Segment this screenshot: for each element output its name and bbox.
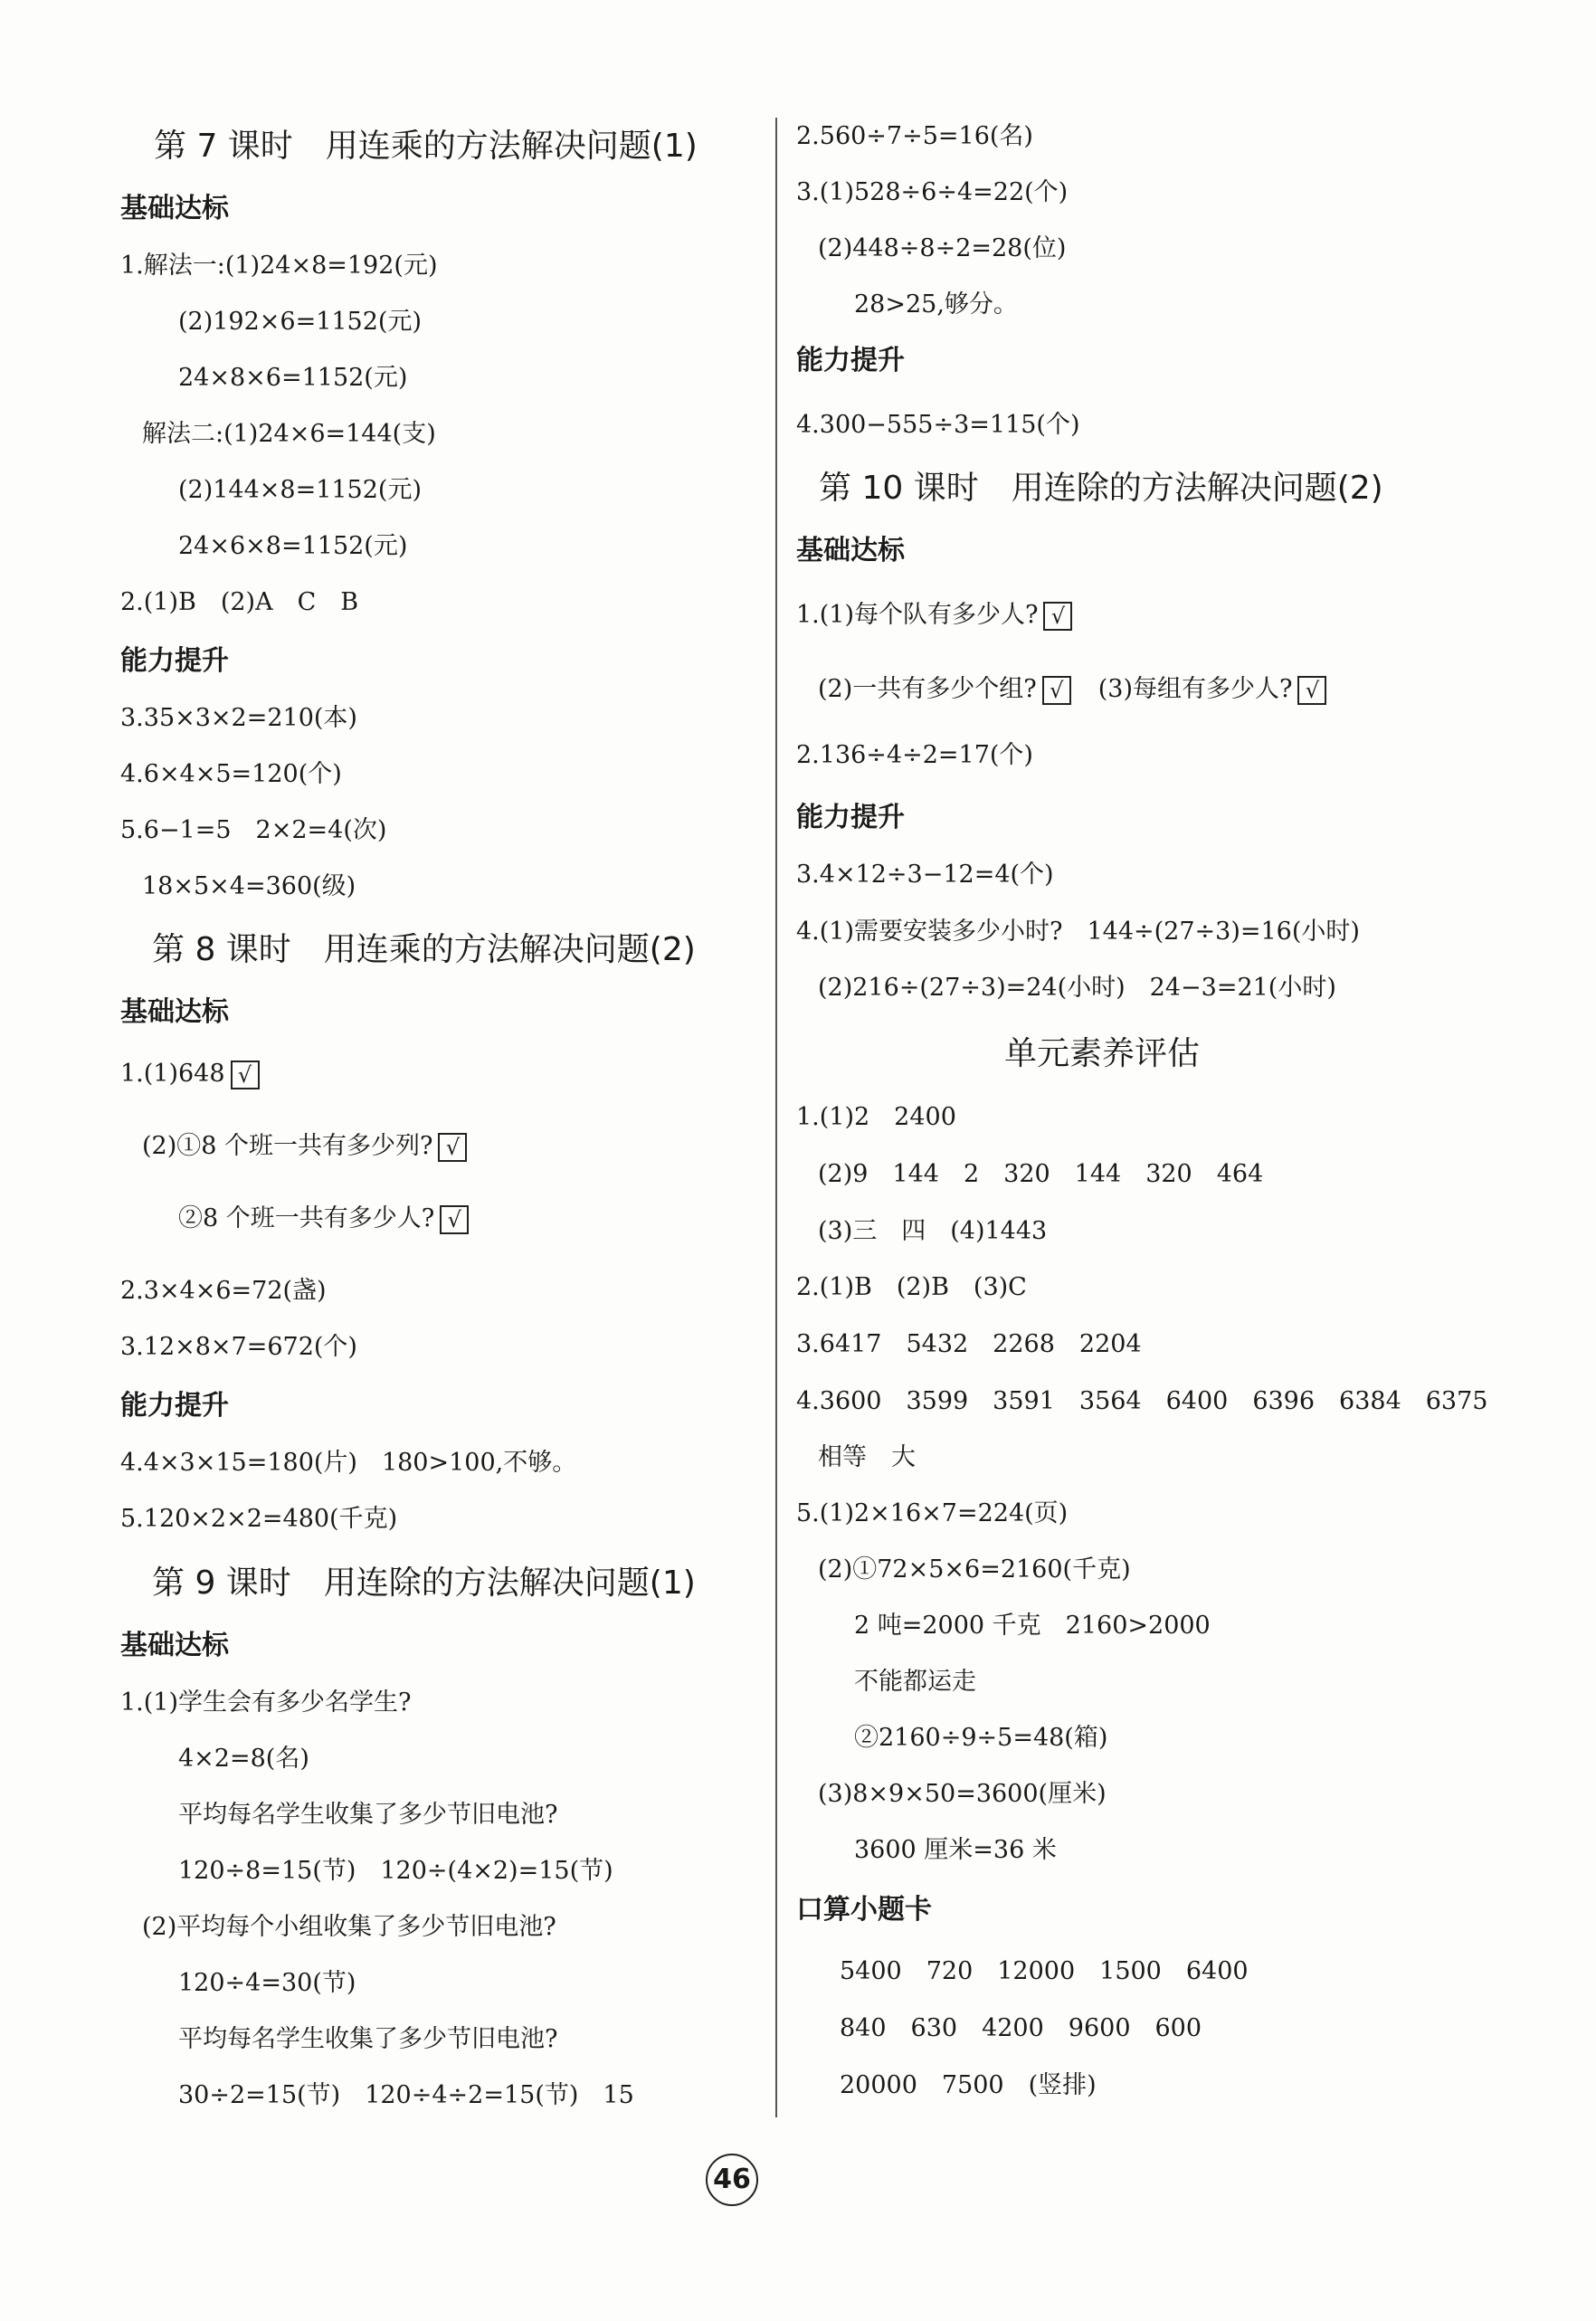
answer-line: [178, 531, 407, 562]
line-text: 3.35×3×2=210(本): [120, 704, 357, 732]
line-text: 4.4×3×15=180(片) 180>100,不够。: [120, 1449, 577, 1477]
line-text: 30÷2=15(节) 120÷4÷2=15(节) 15: [178, 2081, 634, 2109]
answer-line: [854, 1667, 976, 1698]
line-text: 相等 大: [818, 1443, 916, 1471]
line-text: 能力提升: [796, 802, 905, 833]
section-heading: [120, 644, 229, 679]
line-text: 2.(1)B (2)A C B: [120, 588, 359, 616]
answer-line: [120, 759, 342, 790]
line-text: 3600 厘米=36 米: [854, 1836, 1057, 1864]
line-text: 1.(1)2 2400: [796, 1103, 956, 1131]
section-heading: [120, 995, 229, 1030]
answer-line: [178, 307, 422, 338]
line-text: 能力提升: [796, 345, 905, 376]
line-text: 第 9 课时 用连除的方法解决问题(1): [152, 1565, 696, 1602]
line-text: 基础达标: [120, 1630, 229, 1661]
line-text: (2)144×8=1152(元): [178, 476, 422, 504]
answer-line: [178, 2024, 557, 2055]
section-heading: [796, 801, 905, 835]
answer-line: [818, 1159, 1263, 1190]
answer-line: [120, 251, 438, 281]
answer-line: [120, 1688, 411, 1718]
line-text: ②8 个班一共有多少人?: [178, 1204, 435, 1232]
answer-line: [796, 600, 1072, 631]
line-text: 5.(1)2×16×7=224(页): [796, 1499, 1069, 1527]
checkmark-box-icon: √: [438, 1133, 467, 1162]
line-text: 2.3×4×6=72(盏): [120, 1277, 327, 1305]
line-text: 24×8×6=1152(元): [178, 364, 408, 392]
line-text: ②2160÷9÷5=48(箱): [854, 1724, 1108, 1752]
answer-line: [840, 2013, 1202, 2044]
line-text: 2.560÷7÷5=16(名): [796, 122, 1033, 150]
line-text: (3)每组有多少人?: [1097, 675, 1293, 703]
line-text: 1.(1)学生会有多少名学生?: [120, 1688, 412, 1717]
line-text: 1.解法一:(1)24×8=192(元): [120, 252, 438, 280]
page-number: 46: [706, 2154, 758, 2206]
line-text: 3.(1)528÷6÷4=22(个): [796, 178, 1069, 206]
line-text: (2)平均每个小组收集了多少节旧电池?: [142, 1913, 556, 1941]
line-text: 第 7 课时 用连乘的方法解决问题(1): [154, 128, 698, 165]
answer-line: [796, 740, 1033, 771]
answer-line: [796, 1329, 1142, 1360]
answer-line: [840, 1956, 1249, 1987]
line-text: 24×6×8=1152(元): [178, 532, 408, 560]
line-text: 解法二:(1)24×6=144(支): [142, 420, 436, 448]
answer-line: [818, 1442, 916, 1473]
line-text: 4.3600 3599 3591 3564 6400 6396 6384 6375: [796, 1387, 1488, 1415]
answer-line: [796, 1498, 1068, 1529]
section-heading: [154, 127, 698, 166]
answer-line: [796, 410, 1079, 441]
line-text: 第 10 课时 用连除的方法解决问题(2): [819, 470, 1383, 507]
answer-line: [796, 917, 1360, 947]
section-heading: [152, 930, 696, 970]
answer-line: [178, 1856, 613, 1887]
section-heading: [819, 469, 1383, 509]
answer-line: [796, 121, 1033, 152]
section-heading: [796, 344, 905, 378]
line-text: 单元素养评估: [1004, 1035, 1201, 1072]
answer-line: [854, 1835, 1057, 1866]
line-text: 120÷8=15(节) 120÷(4×2)=15(节): [178, 1857, 613, 1885]
section-heading: [796, 534, 905, 568]
answer-line: [796, 1102, 956, 1133]
line-text: 口算小题卡: [796, 1894, 932, 1926]
answer-line: [142, 1912, 556, 1943]
line-text: 能力提升: [120, 1390, 229, 1422]
line-text: 3.12×8×7=672(个): [120, 1333, 357, 1361]
answer-line: [178, 1968, 356, 1999]
line-text: 4.300−555÷3=115(个): [796, 411, 1080, 439]
line-text: 5.6−1=5 2×2=4(次): [120, 816, 387, 844]
answer-line: [120, 815, 386, 846]
section-heading: [120, 1389, 229, 1423]
line-text: 2.136÷4÷2=17(个): [796, 741, 1033, 769]
answer-line: [818, 973, 1336, 1004]
answer-line: [178, 2080, 634, 2111]
line-text: 1.(1)每个队有多少人?: [796, 601, 1039, 629]
line-text: 20000 7500 (竖排): [840, 2071, 1097, 2099]
answer-line: [120, 1448, 576, 1479]
answer-line: [818, 233, 1066, 264]
answer-line: [796, 177, 1068, 208]
line-text: 3.6417 5432 2268 2204: [796, 1330, 1142, 1358]
answer-line: [142, 871, 356, 902]
answer-line: [818, 674, 1326, 705]
answer-line: [854, 1611, 1211, 1641]
answer-line: [818, 1555, 1131, 1585]
checkmark-box-icon: √: [231, 1061, 260, 1089]
answer-line: [120, 1504, 397, 1535]
answer-line: [120, 587, 358, 618]
answer-line: [120, 1332, 357, 1363]
answer-line: [796, 1386, 1487, 1417]
answer-line: [818, 1779, 1107, 1810]
line-text: 840 630 4200 9600 600: [840, 2014, 1202, 2042]
section-heading: [120, 1629, 229, 1663]
checkmark-box-icon: √: [1042, 676, 1071, 705]
checkmark-box-icon: √: [1043, 602, 1072, 631]
column-divider: [775, 118, 777, 2117]
line-text: (2)①72×5×6=2160(千克): [818, 1555, 1131, 1584]
line-text: 2 吨=2000 千克 2160>2000: [854, 1612, 1211, 1640]
line-text: 基础达标: [120, 996, 229, 1028]
line-text: 4.(1)需要安装多少小时? 144÷(27÷3)=16(小时): [796, 918, 1360, 946]
checkmark-box-icon: √: [1297, 676, 1326, 705]
line-text: (3)三 四 (4)1443: [818, 1217, 1048, 1245]
line-text: 28>25,够分。: [854, 290, 1018, 319]
line-text: 第 8 课时 用连乘的方法解决问题(2): [152, 931, 696, 968]
line-text: (2)216÷(27÷3)=24(小时) 24−3=21(小时): [818, 974, 1336, 1002]
answer-line: [142, 419, 436, 450]
line-text: 4×2=8(名): [178, 1745, 309, 1773]
answer-line: [178, 1203, 469, 1234]
answer-line: [120, 703, 357, 734]
line-text: 3.4×12÷3−12=4(个): [796, 861, 1054, 889]
line-text: 基础达标: [120, 193, 229, 224]
answer-line: [178, 363, 407, 394]
line-text: 5.120×2×2=480(千克): [120, 1505, 398, 1533]
answer-line: [120, 1059, 260, 1089]
checkmark-box-icon: √: [440, 1205, 469, 1234]
line-text: 18×5×4=360(级): [142, 872, 356, 900]
line-text: 5400 720 12000 1500 6400: [840, 1957, 1249, 1985]
line-text: (2)9 144 2 320 144 320 464: [818, 1160, 1264, 1188]
answer-line: [854, 290, 1018, 320]
answer-line: [818, 1216, 1047, 1247]
line-text: (2)一共有多少个组?: [818, 675, 1037, 703]
line-text: 平均每名学生收集了多少节旧电池?: [178, 1801, 558, 1829]
section-heading: [796, 1893, 932, 1927]
section-heading: [152, 1564, 696, 1603]
line-text: 能力提升: [120, 645, 229, 677]
line-text: 120÷4=30(节): [178, 1969, 356, 1997]
line-text: 基础达标: [796, 535, 905, 566]
line-text: (3)8×9×50=3600(厘米): [818, 1780, 1107, 1808]
line-text: 2.(1)B (2)B (3)C: [796, 1273, 1027, 1301]
line-text: 4.6×4×5=120(个): [120, 760, 342, 788]
answer-line: [178, 1744, 309, 1774]
line-text: (2)448÷8÷2=28(位): [818, 234, 1067, 262]
answer-line: [178, 475, 422, 506]
line-text: (2)①8 个班一共有多少列?: [142, 1132, 433, 1160]
line-text: 不能都运走: [854, 1668, 976, 1696]
answer-line: [854, 1723, 1107, 1754]
answer-line: [796, 860, 1054, 890]
line-text: 平均每名学生收集了多少节旧电池?: [178, 2025, 558, 2053]
section-heading: [1004, 1034, 1200, 1074]
answer-line: [178, 1800, 557, 1831]
answer-line: [142, 1131, 467, 1162]
answer-line: [120, 1276, 327, 1307]
answer-line: [840, 2070, 1097, 2101]
line-text: 1.(1)648: [120, 1060, 225, 1088]
section-heading: [120, 192, 229, 226]
answer-line: [796, 1272, 1027, 1303]
line-text: (2)192×6=1152(元): [178, 308, 422, 336]
